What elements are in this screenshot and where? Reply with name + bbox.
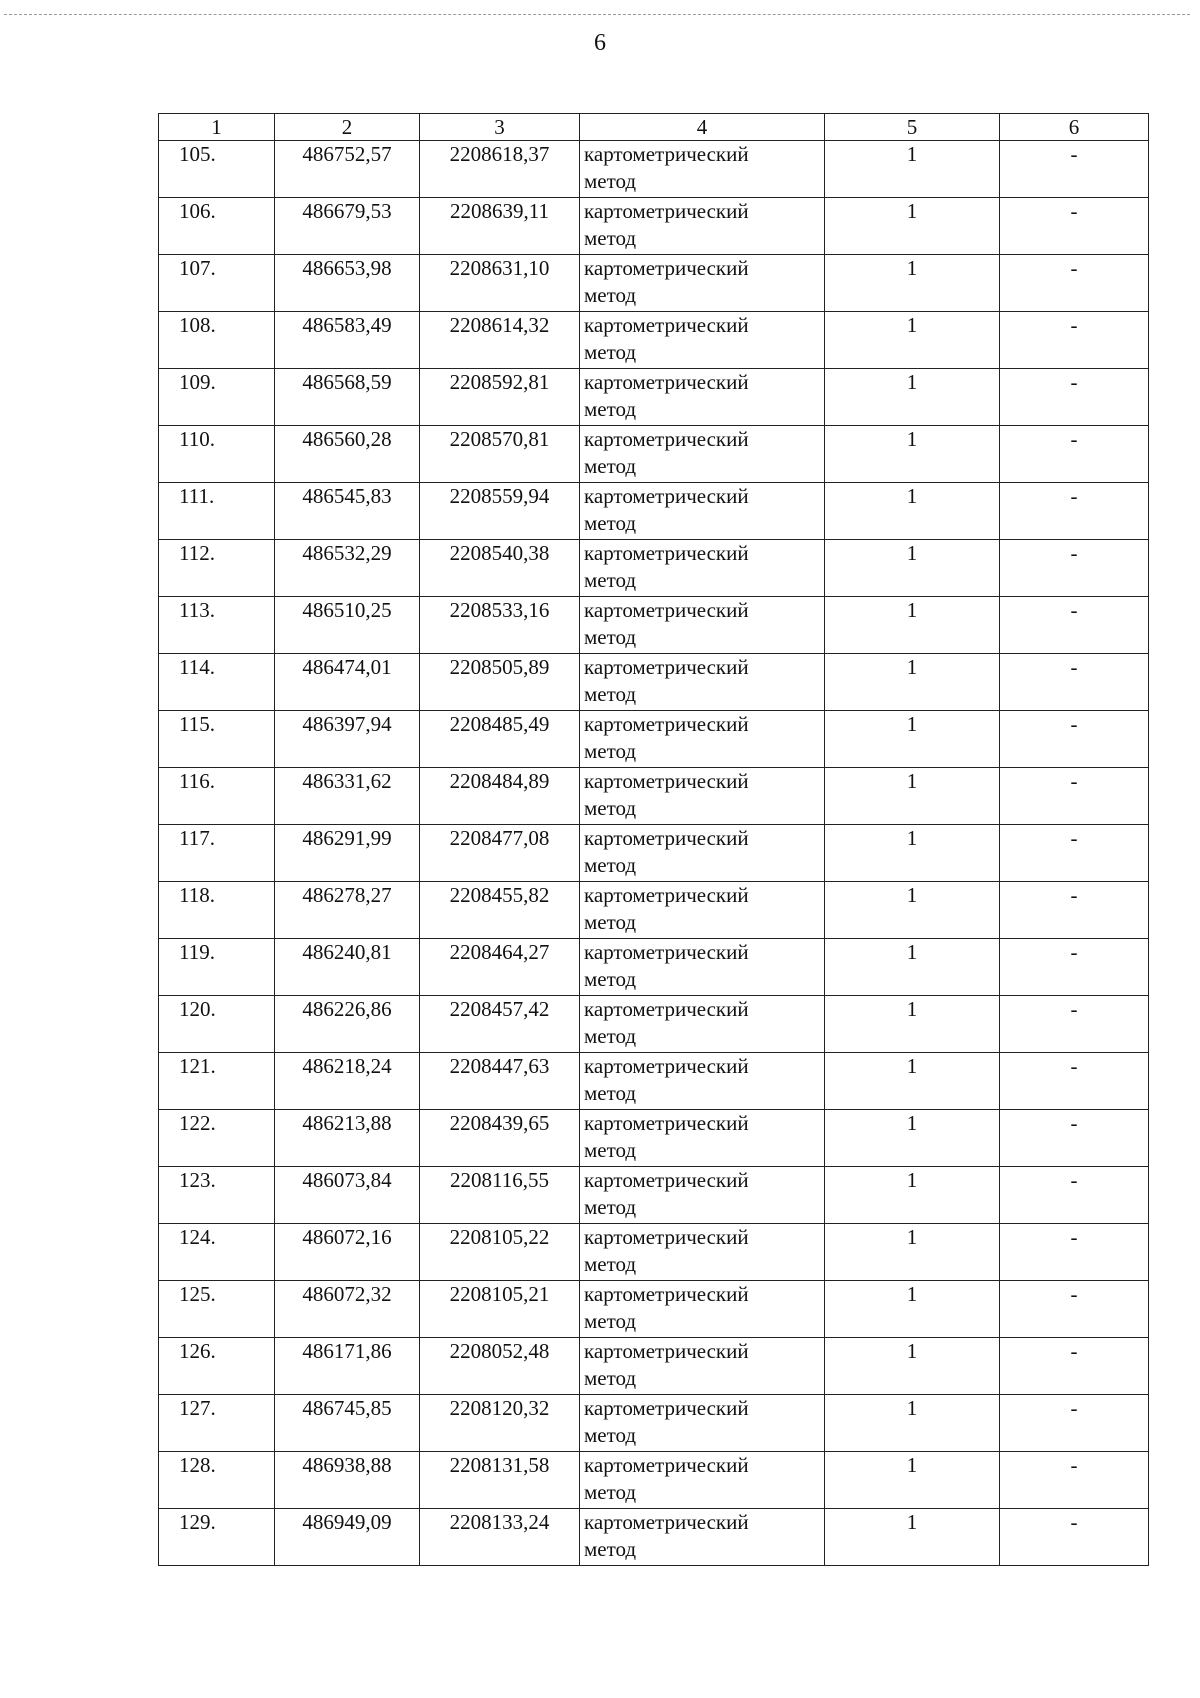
method-line-1: картометрический [584,1168,749,1192]
table-row [159,1224,1149,1281]
method-line-1: картометрический [584,1510,749,1534]
table-body [159,141,1149,1566]
column-header-3: 3 [420,114,580,141]
method-line-1: картометрический [584,1453,749,1477]
method-line-1: картометрический [584,769,749,793]
method-cell [580,540,825,597]
method-line-1: картометрический [584,712,749,736]
x-coordinate-cell: 486072,16 [275,1224,420,1281]
method-cell [580,1053,825,1110]
y-coordinate-cell: 2208052,48 [420,1338,580,1395]
method-line-2: метод [584,682,637,706]
method-line-1: картометрический [584,313,749,337]
method-line-1: картометрический [584,598,749,622]
table-row [159,939,1149,996]
point-number-cell: 118. [159,882,275,939]
method-line-1: картометрический [584,1054,749,1078]
note-cell: - [1000,825,1149,882]
accuracy-cell: 1 [825,711,1000,768]
y-coordinate-cell: 2208439,65 [420,1110,580,1167]
table-row [159,255,1149,312]
table-row [159,1338,1149,1395]
y-coordinate-cell: 2208559,94 [420,483,580,540]
y-coordinate-cell: 2208464,27 [420,939,580,996]
method-line-2: метод [584,1537,637,1561]
x-coordinate-cell: 486213,88 [275,1110,420,1167]
method-cell [580,654,825,711]
table-row [159,1509,1149,1566]
y-coordinate-cell: 2208455,82 [420,882,580,939]
method-cell [580,1452,825,1509]
accuracy-cell: 1 [825,1167,1000,1224]
method-cell [580,312,825,369]
method-line-2: метод [584,169,637,193]
note-cell: - [1000,198,1149,255]
point-number-cell: 125. [159,1281,275,1338]
note-cell: - [1000,1053,1149,1110]
method-line-2: метод [584,1309,637,1333]
y-coordinate-cell: 2208105,21 [420,1281,580,1338]
column-header-5: 5 [825,114,1000,141]
table-row [159,312,1149,369]
accuracy-cell: 1 [825,1338,1000,1395]
table-row [159,825,1149,882]
top-divider-line [4,14,1190,15]
y-coordinate-cell: 2208631,10 [420,255,580,312]
point-number-cell: 112. [159,540,275,597]
method-cell [580,1110,825,1167]
method-cell [580,1509,825,1566]
method-cell [580,255,825,312]
method-cell [580,711,825,768]
note-cell: - [1000,141,1149,198]
y-coordinate-cell: 2208457,42 [420,996,580,1053]
x-coordinate-cell: 486583,49 [275,312,420,369]
method-line-2: метод [584,340,637,364]
point-number-cell: 115. [159,711,275,768]
x-coordinate-cell: 486072,32 [275,1281,420,1338]
table-row [159,654,1149,711]
x-coordinate-cell: 486218,24 [275,1053,420,1110]
point-number-cell: 110. [159,426,275,483]
x-coordinate-cell: 486510,25 [275,597,420,654]
x-coordinate-cell: 486226,86 [275,996,420,1053]
note-cell: - [1000,1110,1149,1167]
method-cell [580,1281,825,1338]
y-coordinate-cell: 2208477,08 [420,825,580,882]
note-cell: - [1000,426,1149,483]
accuracy-cell: 1 [825,654,1000,711]
x-coordinate-cell: 486474,01 [275,654,420,711]
table-row [159,597,1149,654]
method-line-2: метод [584,1480,637,1504]
accuracy-cell: 1 [825,312,1000,369]
method-cell [580,141,825,198]
y-coordinate-cell: 2208485,49 [420,711,580,768]
method-line-2: метод [584,625,637,649]
table-row [159,882,1149,939]
method-line-2: метод [584,853,637,877]
y-coordinate-cell: 2208105,22 [420,1224,580,1281]
note-cell: - [1000,540,1149,597]
method-line-2: метод [584,283,637,307]
accuracy-cell: 1 [825,540,1000,597]
table-row [159,1053,1149,1110]
method-line-1: картометрический [584,1282,749,1306]
method-line-2: метод [584,967,637,991]
point-number-cell: 114. [159,654,275,711]
method-line-1: картометрический [584,655,749,679]
method-cell [580,996,825,1053]
x-coordinate-cell: 486397,94 [275,711,420,768]
point-number-cell: 119. [159,939,275,996]
point-number-cell: 113. [159,597,275,654]
x-coordinate-cell: 486949,09 [275,1509,420,1566]
note-cell: - [1000,1338,1149,1395]
accuracy-cell: 1 [825,1224,1000,1281]
method-line-1: картометрический [584,883,749,907]
table-row [159,1110,1149,1167]
method-cell [580,369,825,426]
method-line-2: метод [584,739,637,763]
y-coordinate-cell: 2208540,38 [420,540,580,597]
point-number-cell: 120. [159,996,275,1053]
method-cell [580,198,825,255]
y-coordinate-cell: 2208133,24 [420,1509,580,1566]
table-row [159,1281,1149,1338]
note-cell: - [1000,996,1149,1053]
column-header-2: 2 [275,114,420,141]
y-coordinate-cell: 2208570,81 [420,426,580,483]
x-coordinate-cell: 486240,81 [275,939,420,996]
method-line-2: метод [584,1081,637,1105]
accuracy-cell: 1 [825,825,1000,882]
note-cell: - [1000,255,1149,312]
point-number-cell: 126. [159,1338,275,1395]
method-line-1: картометрический [584,1225,749,1249]
y-coordinate-cell: 2208120,32 [420,1395,580,1452]
method-line-2: метод [584,226,637,250]
table-row [159,711,1149,768]
y-coordinate-cell: 2208505,89 [420,654,580,711]
x-coordinate-cell: 486679,53 [275,198,420,255]
method-cell [580,882,825,939]
table-row [159,540,1149,597]
y-coordinate-cell: 2208131,58 [420,1452,580,1509]
note-cell: - [1000,369,1149,426]
y-coordinate-cell: 2208116,55 [420,1167,580,1224]
accuracy-cell: 1 [825,882,1000,939]
note-cell: - [1000,882,1149,939]
table-row [159,483,1149,540]
accuracy-cell: 1 [825,768,1000,825]
note-cell: - [1000,1167,1149,1224]
column-header-4: 4 [580,114,825,141]
x-coordinate-cell: 486331,62 [275,768,420,825]
note-cell: - [1000,1395,1149,1452]
method-line-1: картометрический [584,370,749,394]
point-number-cell: 116. [159,768,275,825]
method-line-1: картометрический [584,1111,749,1135]
method-line-2: метод [584,1195,637,1219]
column-header-6: 6 [1000,114,1149,141]
method-line-2: метод [584,511,637,535]
accuracy-cell: 1 [825,1452,1000,1509]
method-cell [580,768,825,825]
table-header-row [159,114,1149,141]
method-cell [580,426,825,483]
x-coordinate-cell: 486073,84 [275,1167,420,1224]
x-coordinate-cell: 486568,59 [275,369,420,426]
x-coordinate-cell: 486545,83 [275,483,420,540]
method-line-1: картометрический [584,427,749,451]
point-number-cell: 105. [159,141,275,198]
method-line-1: картометрический [584,256,749,280]
method-line-2: метод [584,910,637,934]
accuracy-cell: 1 [825,255,1000,312]
accuracy-cell: 1 [825,198,1000,255]
method-line-2: метод [584,1366,637,1390]
y-coordinate-cell: 2208533,16 [420,597,580,654]
method-cell [580,1224,825,1281]
y-coordinate-cell: 2208592,81 [420,369,580,426]
y-coordinate-cell: 2208639,11 [420,198,580,255]
method-line-1: картометрический [584,1339,749,1363]
accuracy-cell: 1 [825,939,1000,996]
point-number-cell: 117. [159,825,275,882]
point-number-cell: 106. [159,198,275,255]
note-cell: - [1000,597,1149,654]
accuracy-cell: 1 [825,1509,1000,1566]
accuracy-cell: 1 [825,426,1000,483]
x-coordinate-cell: 486752,57 [275,141,420,198]
x-coordinate-cell: 486291,99 [275,825,420,882]
table-row [159,996,1149,1053]
point-number-cell: 122. [159,1110,275,1167]
method-cell [580,825,825,882]
column-header-1: 1 [159,114,275,141]
method-cell [580,597,825,654]
x-coordinate-cell: 486171,86 [275,1338,420,1395]
table-row [159,369,1149,426]
note-cell: - [1000,654,1149,711]
method-line-1: картометрический [584,142,749,166]
accuracy-cell: 1 [825,369,1000,426]
method-line-2: метод [584,1423,637,1447]
note-cell: - [1000,939,1149,996]
x-coordinate-cell: 486653,98 [275,255,420,312]
point-number-cell: 111. [159,483,275,540]
method-line-1: картометрический [584,484,749,508]
method-line-1: картометрический [584,940,749,964]
method-cell [580,1395,825,1452]
method-cell [580,1167,825,1224]
point-number-cell: 109. [159,369,275,426]
note-cell: - [1000,1452,1149,1509]
y-coordinate-cell: 2208447,63 [420,1053,580,1110]
table-row [159,141,1149,198]
table-row [159,198,1149,255]
table-row [159,768,1149,825]
method-line-2: метод [584,397,637,421]
accuracy-cell: 1 [825,1053,1000,1110]
x-coordinate-cell: 486745,85 [275,1395,420,1452]
method-line-1: картометрический [584,997,749,1021]
method-line-1: картометрический [584,541,749,565]
point-number-cell: 123. [159,1167,275,1224]
x-coordinate-cell: 486532,29 [275,540,420,597]
x-coordinate-cell: 486278,27 [275,882,420,939]
note-cell: - [1000,711,1149,768]
note-cell: - [1000,483,1149,540]
note-cell: - [1000,1509,1149,1566]
coordinates-table [158,113,1149,1566]
point-number-cell: 127. [159,1395,275,1452]
y-coordinate-cell: 2208614,32 [420,312,580,369]
method-cell [580,1338,825,1395]
method-line-1: картометрический [584,199,749,223]
method-line-2: метод [584,454,637,478]
note-cell: - [1000,1281,1149,1338]
accuracy-cell: 1 [825,483,1000,540]
note-cell: - [1000,312,1149,369]
accuracy-cell: 1 [825,597,1000,654]
method-line-2: метод [584,1252,637,1276]
note-cell: - [1000,768,1149,825]
page-number: 6 [594,30,606,56]
point-number-cell: 108. [159,312,275,369]
method-line-2: метод [584,1138,637,1162]
method-cell [580,483,825,540]
table-row [159,1167,1149,1224]
point-number-cell: 129. [159,1509,275,1566]
method-line-2: метод [584,796,637,820]
note-cell: - [1000,1224,1149,1281]
accuracy-cell: 1 [825,996,1000,1053]
method-line-2: метод [584,1024,637,1048]
accuracy-cell: 1 [825,1395,1000,1452]
method-line-1: картометрический [584,826,749,850]
y-coordinate-cell: 2208484,89 [420,768,580,825]
method-line-1: картометрический [584,1396,749,1420]
point-number-cell: 128. [159,1452,275,1509]
accuracy-cell: 1 [825,141,1000,198]
table-row [159,1452,1149,1509]
method-line-2: метод [584,568,637,592]
y-coordinate-cell: 2208618,37 [420,141,580,198]
accuracy-cell: 1 [825,1281,1000,1338]
table-row [159,426,1149,483]
point-number-cell: 121. [159,1053,275,1110]
table-row [159,1395,1149,1452]
x-coordinate-cell: 486560,28 [275,426,420,483]
accuracy-cell: 1 [825,1110,1000,1167]
x-coordinate-cell: 486938,88 [275,1452,420,1509]
point-number-cell: 107. [159,255,275,312]
method-cell [580,939,825,996]
point-number-cell: 124. [159,1224,275,1281]
